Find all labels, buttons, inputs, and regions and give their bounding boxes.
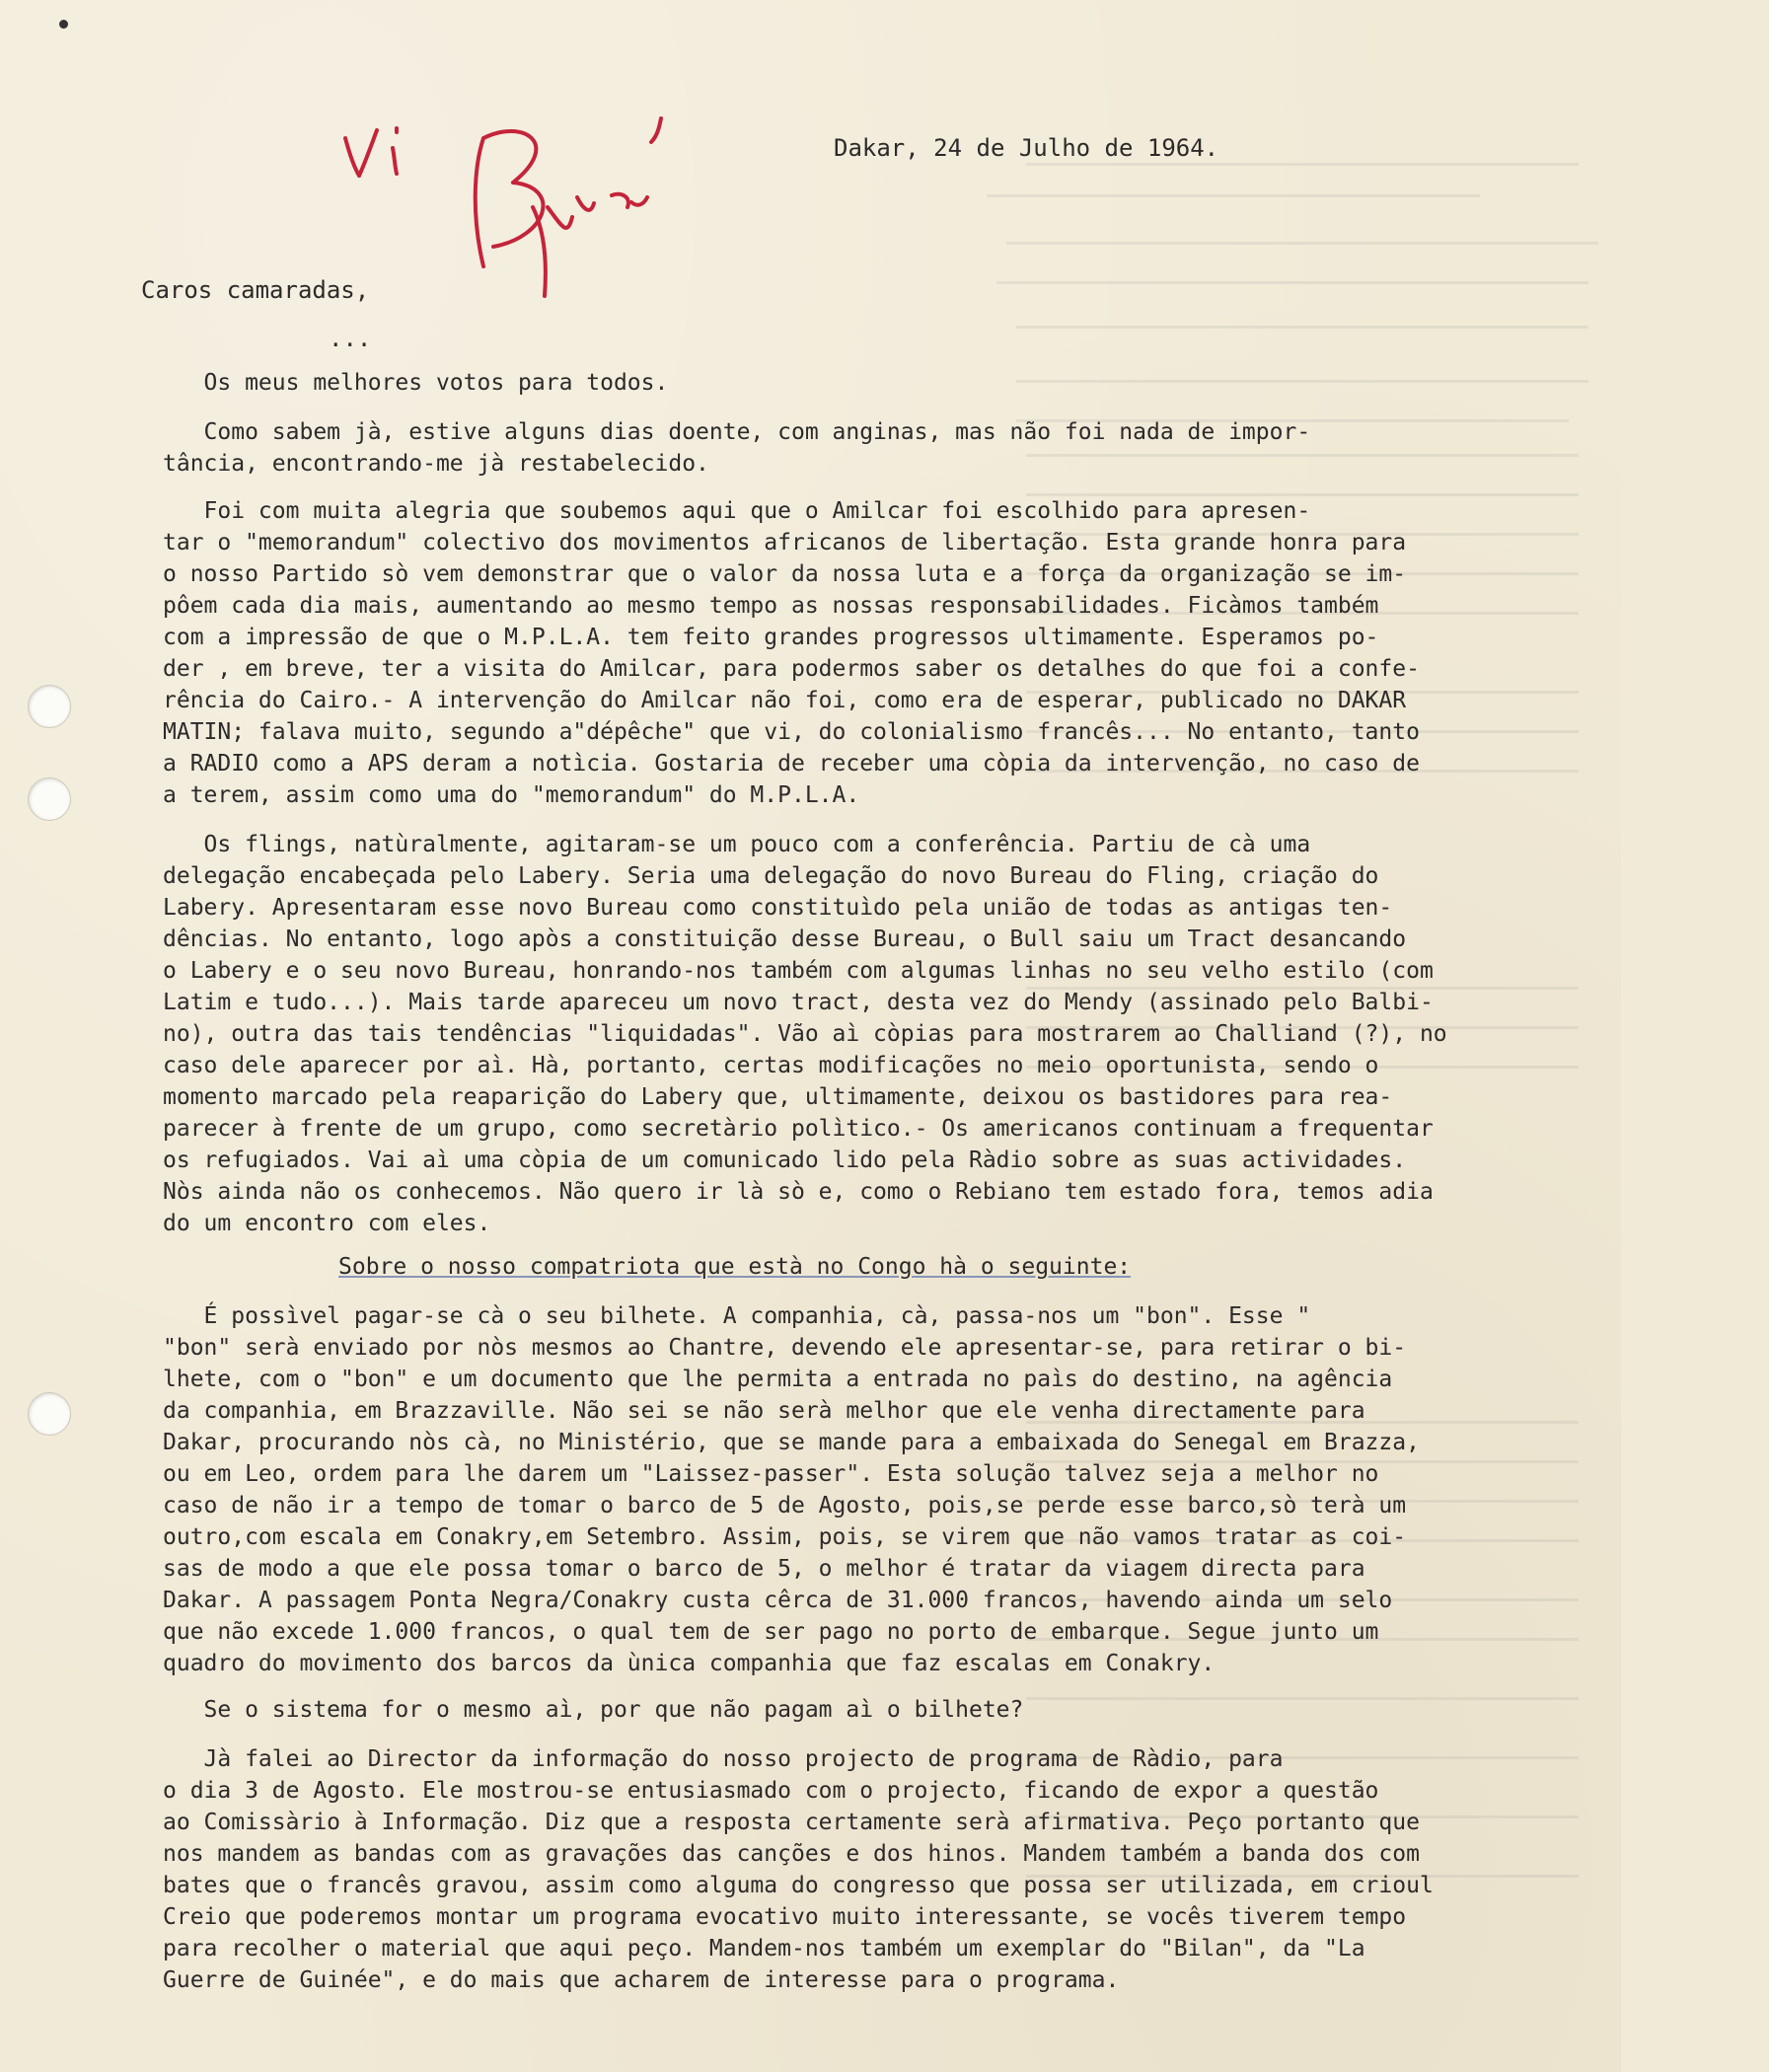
- text-line: Dakar, procurando nòs cà, no Ministério, que se mande para a embaixada do Senegal em Brazza,: [163, 1430, 1420, 1455]
- text-line: o dia 3 de Agosto. Ele mostrou-se entusiasmado com o projecto, ficando de expor a questão: [163, 1778, 1379, 1804]
- text-line: tância, encontrando-me jà restabelecido.: [163, 451, 709, 477]
- text-line: dências. No entanto, logo apòs a constituição desse Bureau, o Bull saiu um Tract desancando: [163, 926, 1407, 952]
- text-line: o Labery e o seu novo Bureau, honrando-nos também com algumas linhas no seu velho estilo (com: [163, 958, 1434, 984]
- text-line: lhete, com o "bon" e um documento que lhe permita a entrada no paìs do destino, na agência: [163, 1367, 1393, 1392]
- text-line: nos mandem as bandas com as gravações das canções e dos hinos. Mandem também a banda dos com: [163, 1841, 1420, 1867]
- text-line: parecer à frente de um grupo, como secretàrio polìtico.- Os americanos continuam a frequentar: [163, 1116, 1434, 1142]
- text-line: Creio que poderemos montar um programa evocativo muito interessante, se vocês tiverem tempo: [163, 1904, 1407, 1930]
- text-line: caso de não ir a tempo de tomar o barco de 5 de Agosto, pois,se perde esse barco,sò terà um: [163, 1493, 1407, 1518]
- text-line: Guerre de Guinée", e do mais que acharem de interesse para o programa.: [163, 1967, 1120, 1993]
- text-line: pôem cada dia mais, aumentando ao mesmo tempo as nossas responsabilidades. Ficàmos também: [163, 593, 1379, 619]
- text-line: Jà falei ao Director da informação do nosso projecto de programa de Ràdio, para: [163, 1746, 1284, 1772]
- text-line: a terem, assim como uma do "memorandum" do M.P.L.A.: [163, 782, 860, 808]
- text-line: Os flings, natùralmente, agitaram-se um pouco com a conferência. Partiu de cà uma: [163, 832, 1311, 857]
- letter-salutation: Caros camaradas,: [141, 276, 370, 304]
- paragraph-greeting: [163, 367, 1593, 399]
- text-line: tar o "memorandum" colectivo dos movimentos africanos de libertação. Esta grande honra para: [163, 530, 1407, 555]
- text-line: rência do Cairo.- A intervenção do Amilcar não foi, como era de esperar, publicado no DAKAR: [163, 688, 1407, 713]
- text-line: para recolher o material que aqui peço. Mandem-nos também um exemplar do "Bilan", da "La: [163, 1936, 1365, 1961]
- letter-ellipsis: ...: [329, 325, 372, 352]
- text-line: Latim e tudo...). Mais tarde apareceu um novo tract, desta vez do Mendy (assinado pelo Balbi-: [163, 990, 1434, 1015]
- annotation-signature-text: Vi / Bysí: [335, 94, 421, 112]
- text-line: caso dele aparecer por aì. Hà, portanto, certas modificações no meio oportunista, sendo o: [163, 1053, 1379, 1078]
- ink-speck: [59, 20, 68, 29]
- paragraph-radio-program: [163, 1743, 1593, 1996]
- text-line: MATIN; falava muito, segundo a"dépêche" que vi, do colonialismo francês... No entanto, tanto: [163, 719, 1420, 745]
- text-line: Se o sistema for o mesmo aì, por que não pagam aì o bilhete?: [163, 1697, 1024, 1723]
- text-line: bates que o francês gravou, assim como alguma do congresso que possa ser utilizada, em crioul: [163, 1873, 1434, 1898]
- congo-subheading: [338, 1251, 1769, 1283]
- binder-hole: [28, 1392, 71, 1436]
- text-line: Dakar. A passagem Ponta Negra/Conakry custa cêrca de 31.000 francos, havendo ainda um selo: [163, 1588, 1393, 1613]
- text-line: no), outra das tais tendências "liquidadas". Vão aì còpias para mostrarem ao Challiand (?), no: [163, 1021, 1447, 1047]
- paragraph-flings: [163, 829, 1593, 1239]
- text-line: ao Comissàrio à Informação. Diz que a resposta certamente serà afirmativa. Peço portanto que: [163, 1810, 1420, 1835]
- text-line: delegação encabeçada pelo Labery. Seria uma delegação do novo Bureau do Fling, criação do: [163, 863, 1379, 889]
- text-line: ou em Leo, ordem para lhe darem um "Laissez-passer". Esta solução talvez seja a melhor no: [163, 1461, 1379, 1487]
- text-line: Labery. Apresentaram esse novo Bureau como constituìdo pela união de todas as antigas ten-: [163, 895, 1393, 921]
- text-line: Os meus melhores votos para todos.: [163, 370, 669, 396]
- subheading-line: Sobre o nosso compatriota que està no Congo hà o seguinte:: [338, 1254, 1132, 1280]
- text-line: Como sabem jà, estive alguns dias doente, com anginas, mas não foi nada de impor-: [163, 419, 1311, 445]
- text-line: a RADIO como a APS deram a notìcia. Gostaria de receber uma còpia da intervenção, no caso de: [163, 751, 1420, 777]
- text-line: "bon" serà enviado por nòs mesmos ao Chantre, devendo ele apresentar-se, para retirar o bi-: [163, 1335, 1407, 1361]
- text-line: da companhia, em Brazzaville. Não sei se não serà melhor que ele venha directamente para: [163, 1398, 1365, 1424]
- binder-hole: [28, 685, 71, 728]
- binder-hole: [28, 777, 71, 821]
- text-line: Nòs ainda não os conhecemos. Não quero ir là sò e, como o Rebiano tem estado fora, temos adia: [163, 1179, 1434, 1205]
- text-line: momento marcado pela reaparição do Labery que, ultimamente, deixou os bastidores para rea-: [163, 1084, 1393, 1110]
- text-line: os refugiados. Vai aì uma còpia de um comunicado lido pela Ràdio sobre as suas actividades.: [163, 1147, 1407, 1173]
- text-line: do um encontro com eles.: [163, 1211, 491, 1236]
- paragraph-ticket: [163, 1300, 1593, 1679]
- paragraph-question: [163, 1694, 1593, 1726]
- red-handwritten-annotation: [335, 94, 750, 306]
- text-line: É possìvel pagar-se cà o seu bilhete. A companhia, cà, passa-nos um "bon". Esse ": [163, 1303, 1311, 1329]
- text-line: sas de modo a que ele possa tomar o barco de 5, o melhor é tratar da viagem directa para: [163, 1556, 1365, 1582]
- paragraph-health: [163, 416, 1593, 480]
- letter-date: Dakar, 24 de Julho de 1964.: [834, 134, 1219, 162]
- text-line: Foi com muita alegria que soubemos aqui que o Amilcar foi escolhido para apresen-: [163, 498, 1311, 524]
- text-line: o nosso Partido sò vem demonstrar que o valor da nossa luta e a força da organização se im-: [163, 561, 1407, 587]
- text-line: com a impressão de que o M.P.L.A. tem feito grandes progressos ultimamente. Esperamos po-: [163, 625, 1379, 650]
- paragraph-amilcar-memorandum: [163, 495, 1593, 811]
- text-line: quadro do movimento dos barcos da ùnica companhia que faz escalas em Conakry.: [163, 1651, 1216, 1676]
- text-line: que não excede 1.000 francos, o qual tem de ser pago no porto de embarque. Segue junto um: [163, 1619, 1379, 1645]
- text-line: der , em breve, ter a visita do Amilcar, para podermos saber os detalhes do que foi a confe-: [163, 656, 1420, 682]
- text-line: outro,com escala em Conakry,em Setembro. Assim, pois, se virem que não vamos tratar as coi-: [163, 1524, 1407, 1550]
